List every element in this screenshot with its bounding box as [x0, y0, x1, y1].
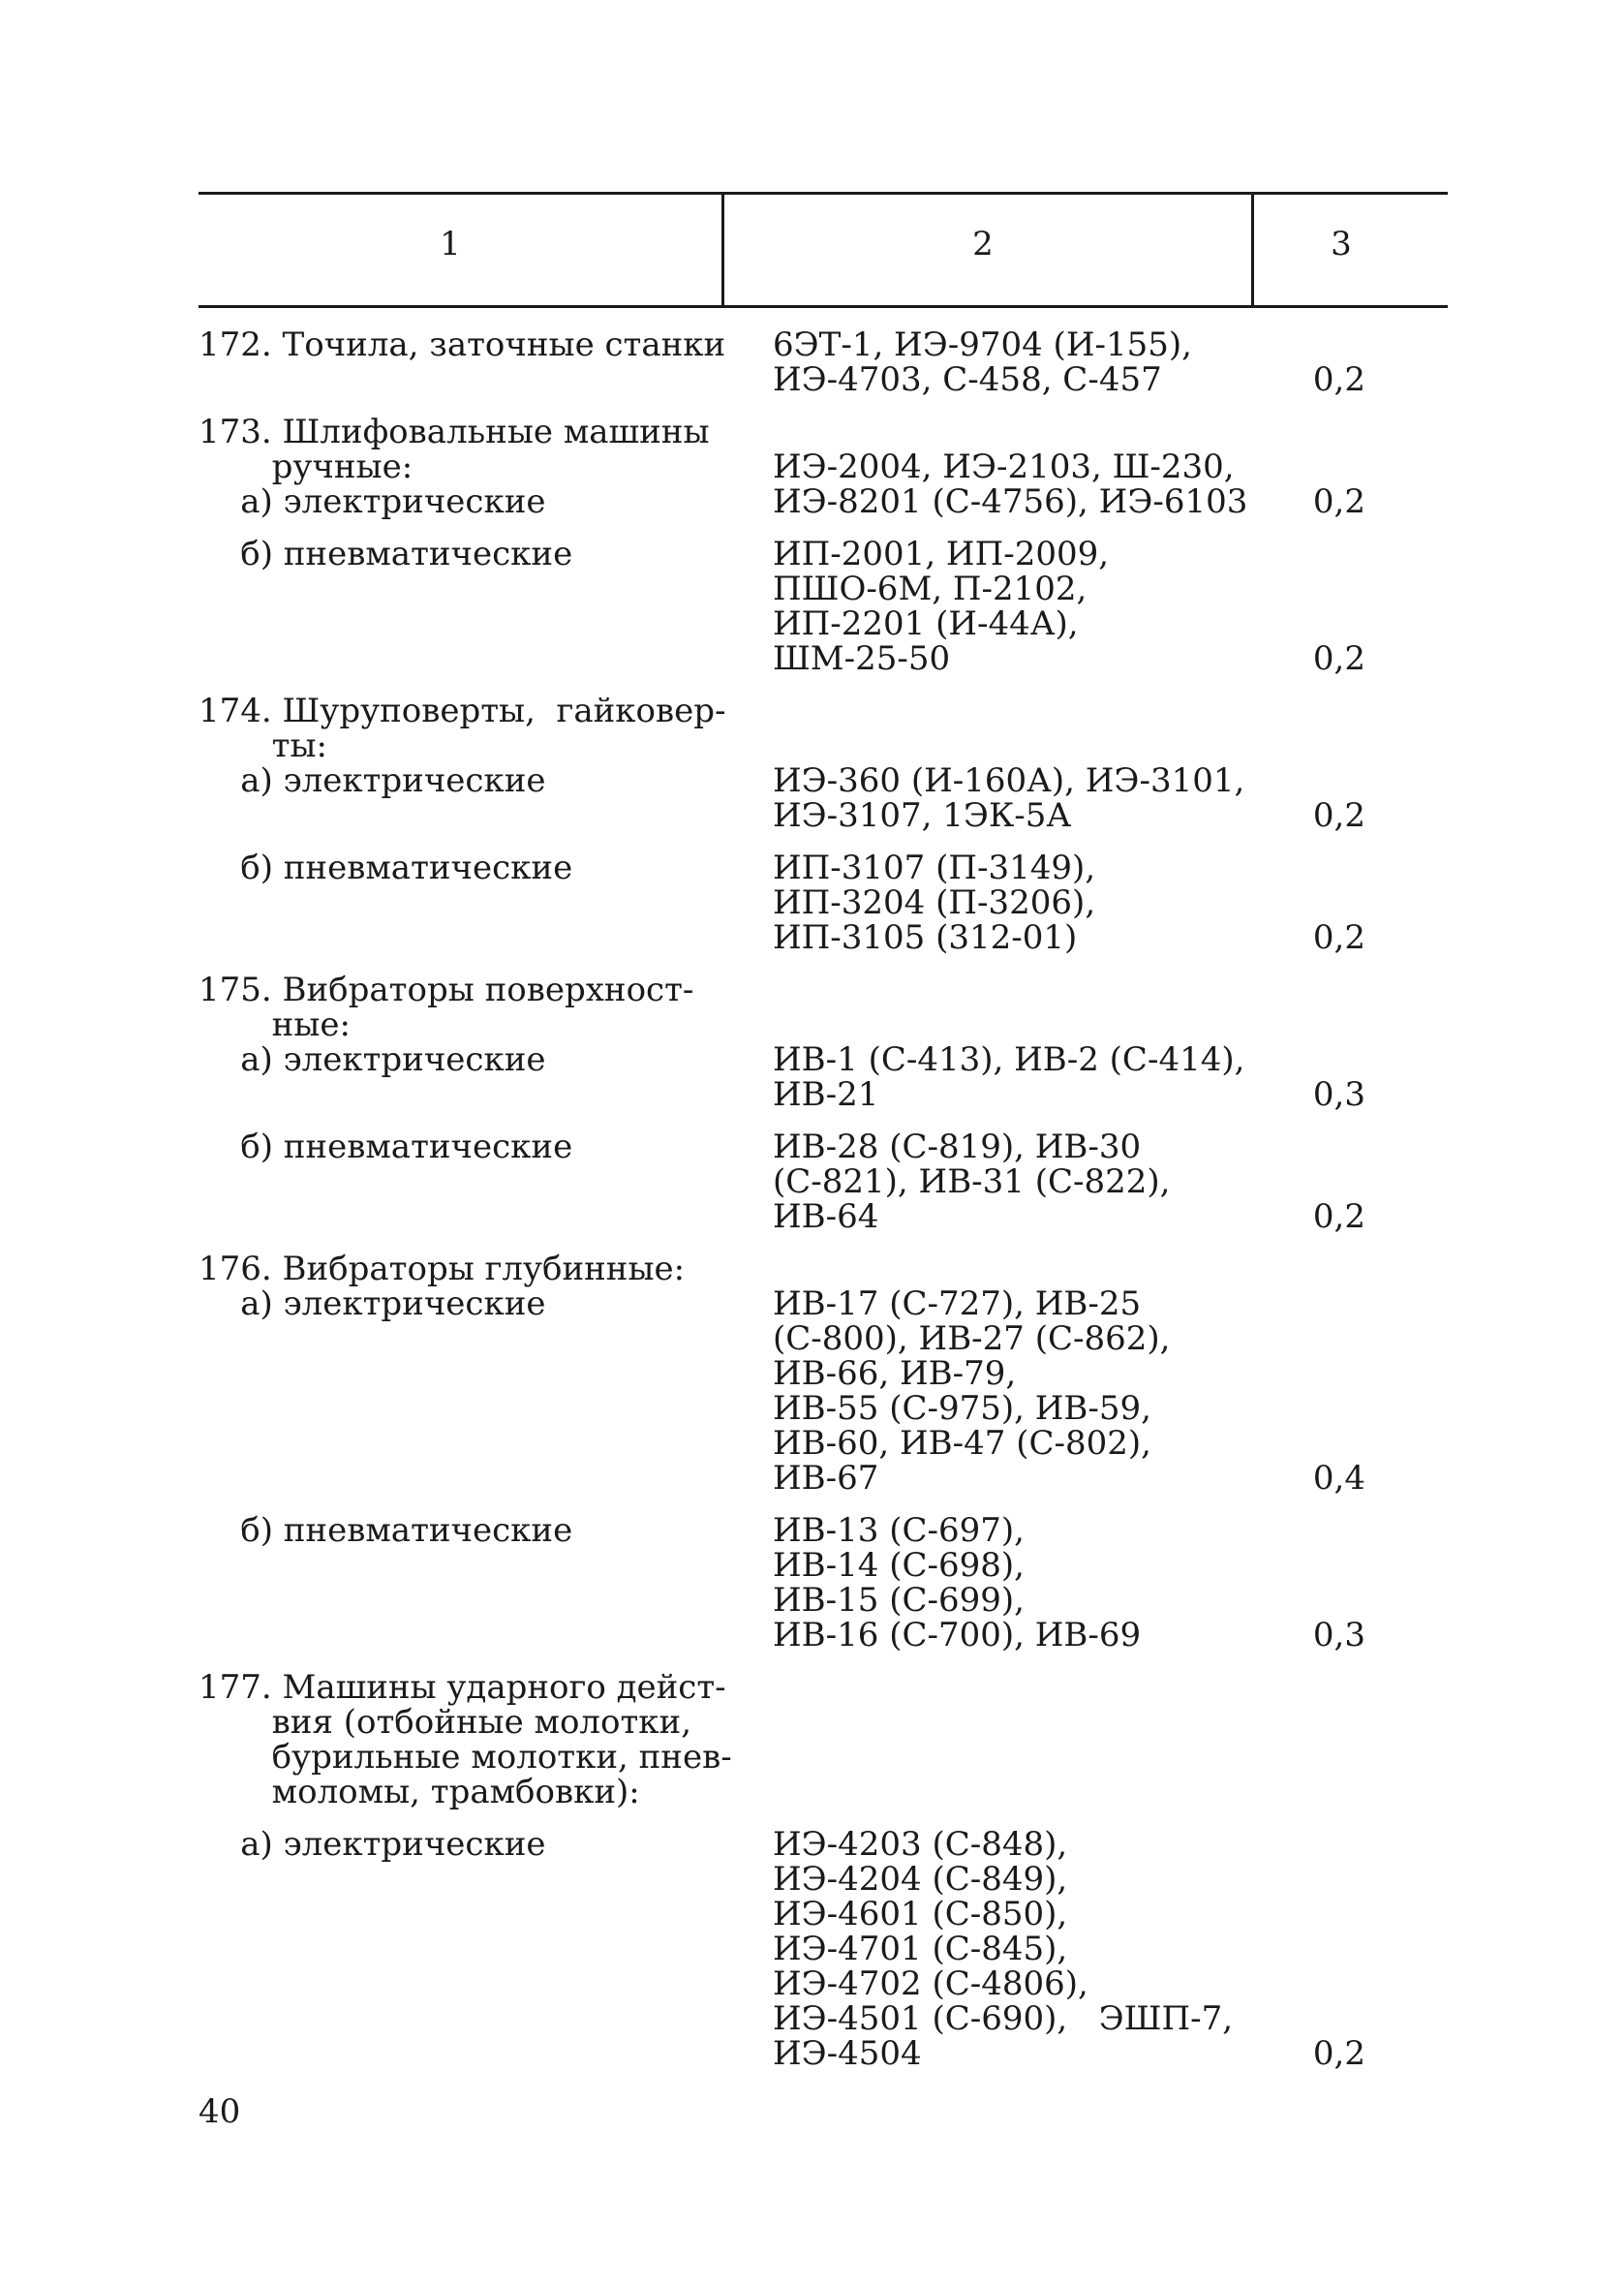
table-top-rule	[199, 192, 1448, 195]
row-item-models: ИВ-13 (С-697), ИВ-14 (С-698), ИВ-15 (С-699), ИВ-16 (С-700), ИВ-69	[773, 1511, 1142, 1654]
row-item-name: 175. Вибраторы поверхност- ные: а) электрические	[199, 971, 694, 1079]
page-number: 40	[199, 2092, 241, 2131]
row-item-value: 0,2	[1312, 482, 1365, 521]
row-item-value: 0,2	[1312, 796, 1365, 835]
row-item-models: ИВ-1 (С-413), ИВ-2 (С-414), ИВ-21	[773, 1040, 1245, 1114]
row-item-name: 172. Точила, заточные станки	[199, 325, 726, 364]
column-divider-2	[1251, 192, 1254, 306]
row-item-name: 177. Машины ударного дейст- вия (отбойные молотки, бурильные молотки, пнев- моломы, трамбовки):	[199, 1668, 732, 1811]
row-item-models: ИВ-28 (С-819), ИВ-30 (С-821), ИВ-31 (С-822), ИВ-64	[773, 1128, 1171, 1236]
row-item-value: 0,2	[1312, 1197, 1365, 1236]
row-item-models: ИЭ-360 (И-160А), ИЭ-3101, ИЭ-3107, 1ЭК-5А	[773, 761, 1245, 835]
header-col-2: 2	[972, 225, 994, 263]
row-item-name: 176. Вибраторы глубинные: а) электрические	[199, 1250, 686, 1323]
row-item-name: а) электрические	[199, 1825, 546, 1864]
row-item-models: ИЭ-2004, ИЭ-2103, Ш-230, ИЭ-8201 (С-4756), ИЭ-6103	[773, 448, 1248, 521]
column-divider-1	[721, 192, 724, 306]
row-item-models: ИВ-17 (С-727), ИВ-25 (С-800), ИВ-27 (С-862), ИВ-66, ИВ-79, ИВ-55 (С-975), ИВ-59, ИВ-60, ИВ-47 (С-802), ИВ-67	[773, 1284, 1171, 1498]
row-item-models: ИП-2001, ИП-2009, ПШО-6М, П-2102, ИП-2201 (И-44А), ШМ-25-50	[773, 535, 1110, 678]
row-item-name: б) пневматические	[199, 849, 573, 887]
row-item-name: б) пневматические	[199, 535, 573, 573]
row-item-name: б) пневматические	[199, 1511, 573, 1550]
row-item-name: 174. Шуруповерты, гайковер- ты: а) электрические	[199, 692, 726, 800]
row-item-name: б) пневматические	[199, 1128, 573, 1166]
row-item-value: 0,4	[1312, 1459, 1365, 1498]
row-item-models: 6ЭТ-1, ИЭ-9704 (И-155), ИЭ-4703, С-458, С-457	[773, 325, 1192, 399]
row-item-models: ИЭ-4203 (С-848), ИЭ-4204 (С-849), ИЭ-4601 (С-850), ИЭ-4701 (С-845), ИЭ-4702 (С-4806), ИЭ-4501 (С-690), ЭШП-7, ИЭ-4504	[773, 1825, 1234, 2073]
row-item-value: 0,3	[1312, 1616, 1365, 1654]
row-item-value: 0,2	[1312, 918, 1365, 957]
table-header-rule	[199, 305, 1448, 308]
row-item-value: 0,3	[1312, 1075, 1365, 1114]
row-item-name: 173. Шлифовальные машины ручные: а) электрические	[199, 413, 710, 521]
header-col-1: 1	[440, 225, 461, 263]
row-item-models: ИП-3107 (П-3149), ИП-3204 (П-3206), ИП-3105 (312-01)	[773, 849, 1096, 957]
row-item-value: 0,2	[1312, 2034, 1365, 2073]
header-col-3: 3	[1331, 225, 1352, 263]
row-item-value: 0,2	[1312, 639, 1365, 678]
row-item-value: 0,2	[1312, 360, 1365, 399]
